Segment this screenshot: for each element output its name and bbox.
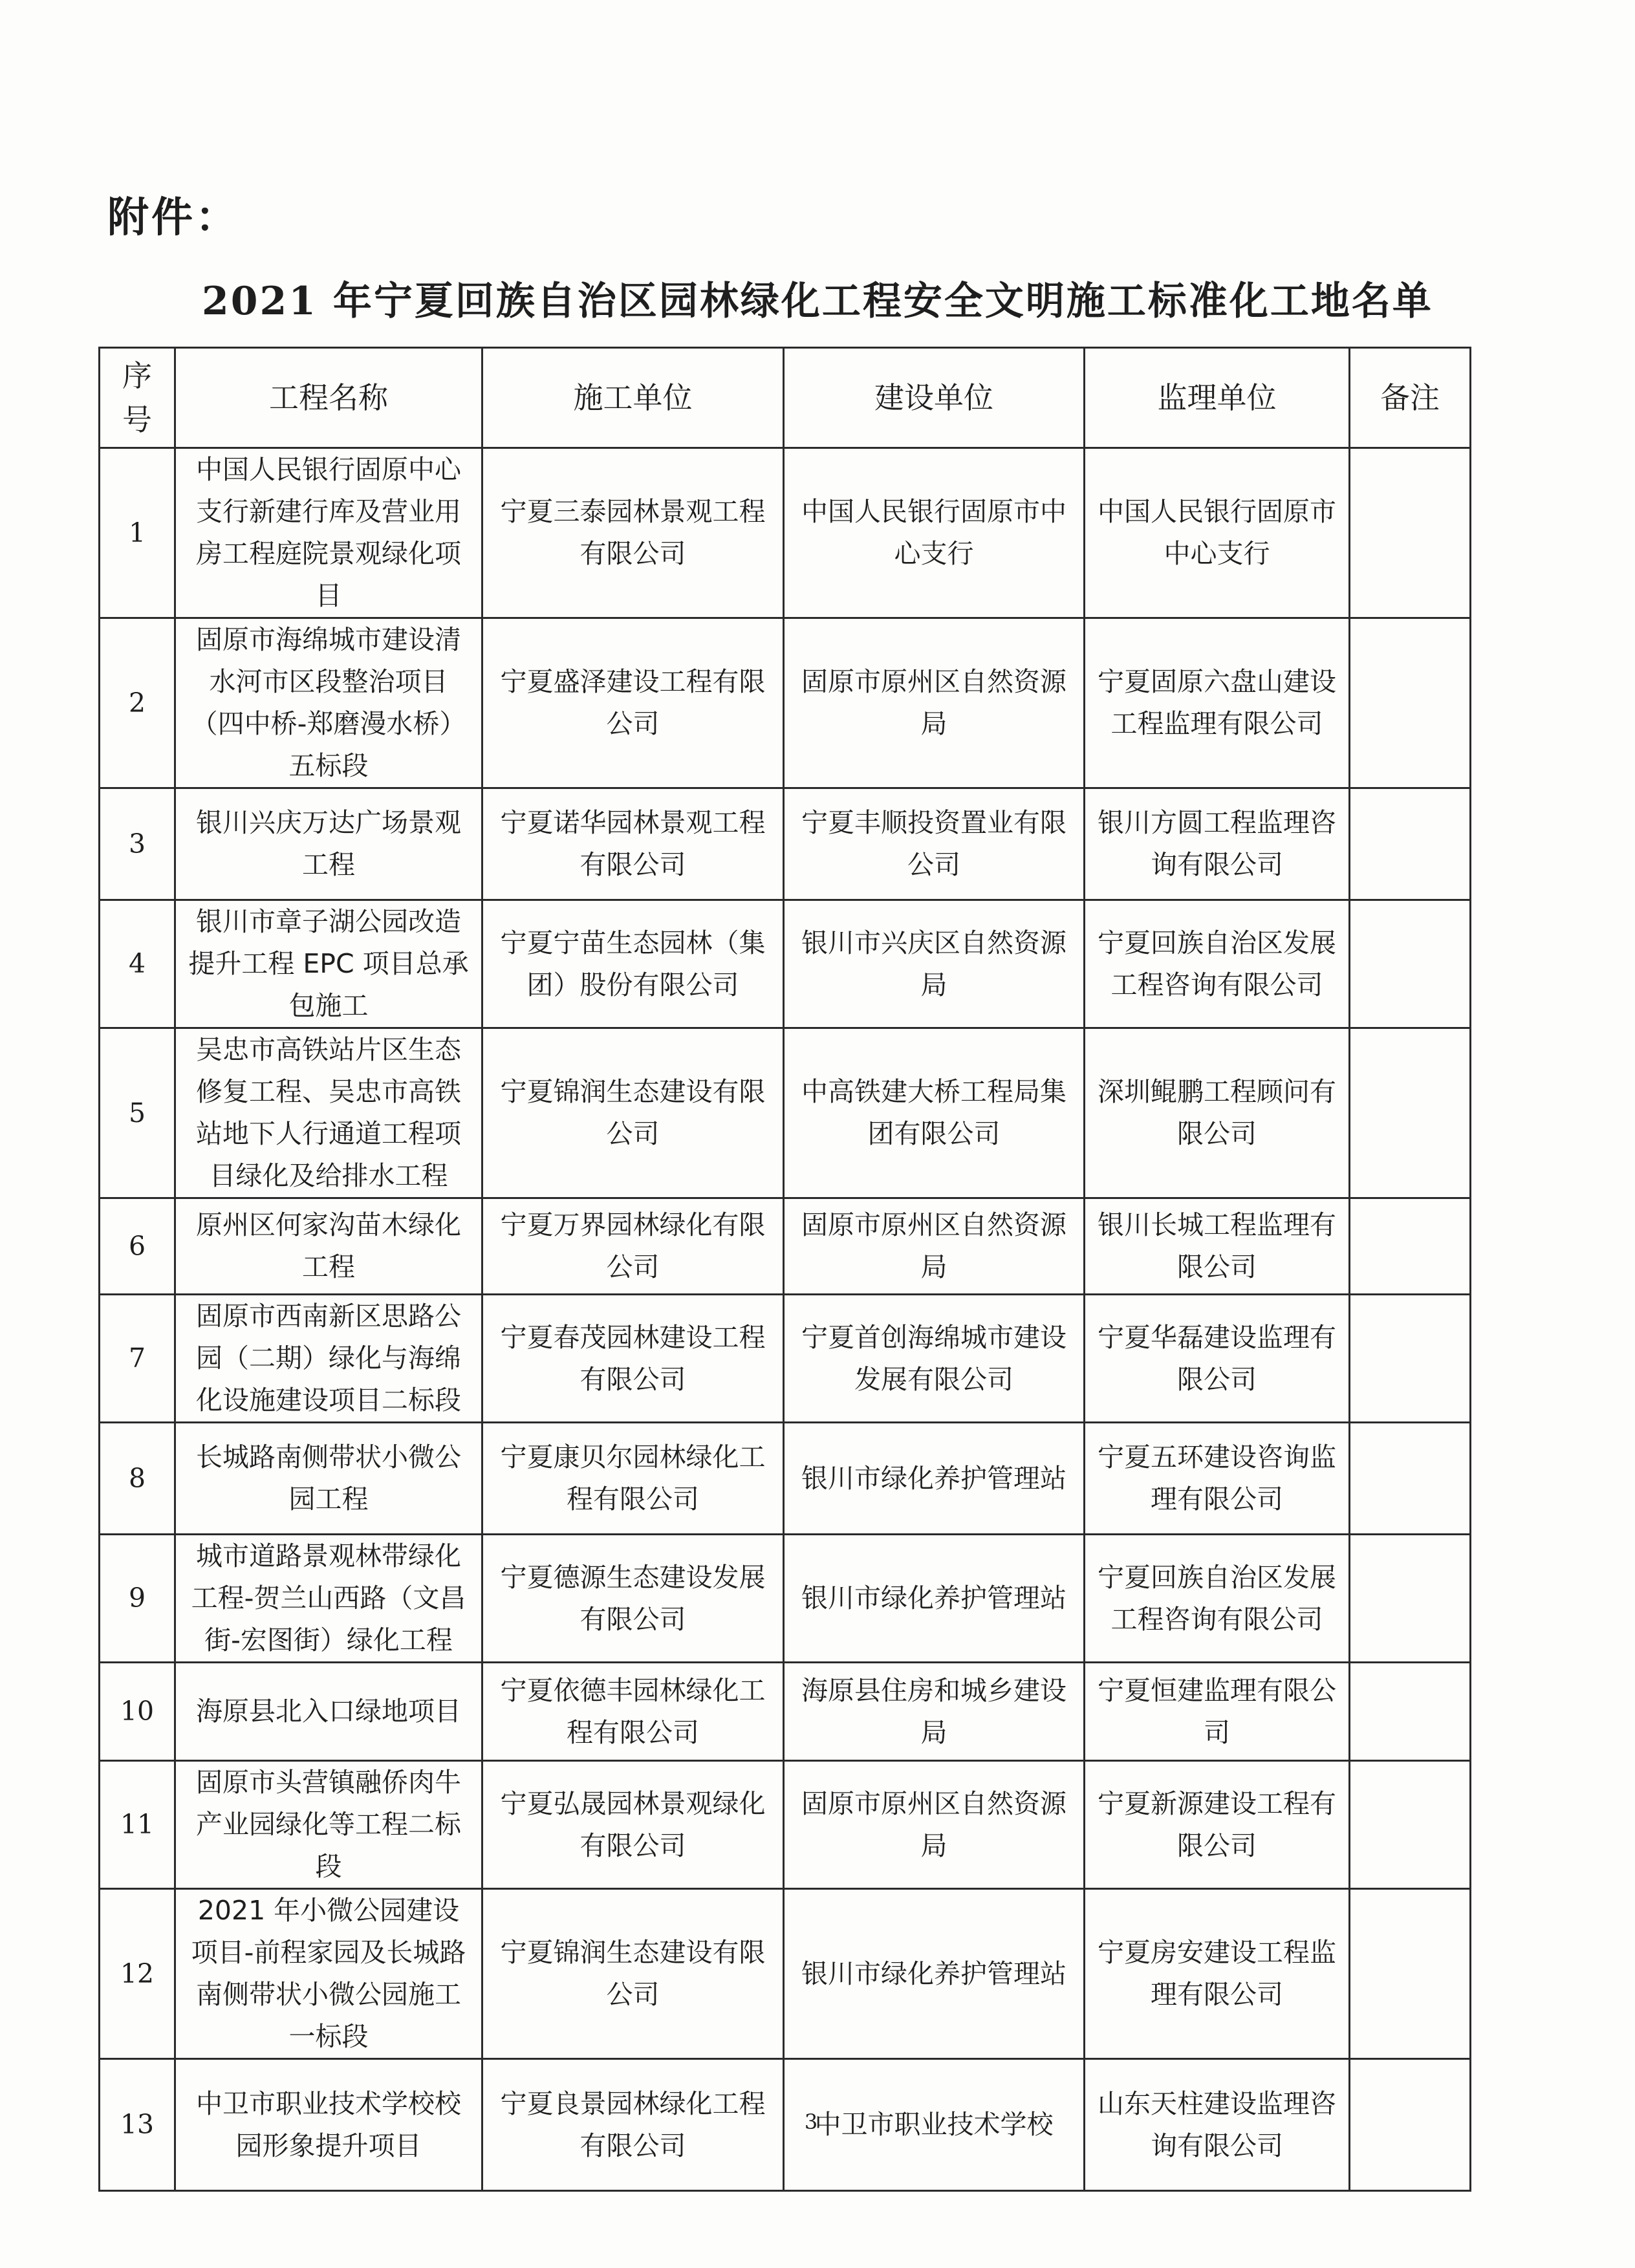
- table-row: [100, 618, 1471, 788]
- cell-contractor: 宁夏宁苗生态园林（集团）股份有限公司: [482, 900, 784, 1028]
- cell-project: 长城路南侧带状小微公园工程: [175, 1423, 482, 1535]
- cell-project: 固原市海绵城市建设清水河市区段整治项目（四中桥-郑磨漫水桥）五标段: [175, 618, 482, 788]
- header-no: 序号: [100, 348, 175, 448]
- cell-no: 8: [100, 1423, 175, 1535]
- cell-supervisor: 宁夏新源建设工程有限公司: [1085, 1761, 1350, 1889]
- table-row: [100, 1423, 1471, 1535]
- cell-project: 城市道路景观林带绿化工程-贺兰山西路（文昌街-宏图街）绿化工程: [175, 1535, 482, 1663]
- cell-remarks: [1350, 1198, 1471, 1295]
- table-body: [100, 448, 1471, 2191]
- project-list-table: [98, 347, 1471, 2192]
- cell-no: 7: [100, 1295, 175, 1423]
- table-row: [100, 1295, 1471, 1423]
- header-supervisor: 监理单位: [1085, 348, 1350, 448]
- cell-project: 海原县北入口绿地项目: [175, 1663, 482, 1761]
- cell-owner: 中卫市职业技术学校: [784, 2059, 1085, 2191]
- cell-contractor: 宁夏万界园林绿化有限公司: [482, 1198, 784, 1295]
- cell-owner: 宁夏首创海绵城市建设发展有限公司: [784, 1295, 1085, 1423]
- cell-no: 4: [100, 900, 175, 1028]
- cell-contractor: 宁夏春茂园林建设工程有限公司: [482, 1295, 784, 1423]
- table-row: [100, 448, 1471, 618]
- cell-owner: 银川市绿化养护管理站: [784, 1423, 1085, 1535]
- cell-no: 12: [100, 1889, 175, 2059]
- header-owner: 建设单位: [784, 348, 1085, 448]
- cell-project: 吴忠市高铁站片区生态修复工程、吴忠市高铁站地下人行通道工程项目绿化及给排水工程: [175, 1028, 482, 1198]
- cell-no: 9: [100, 1535, 175, 1663]
- attachment-label: 附件：: [107, 194, 239, 242]
- cell-no: 11: [100, 1761, 175, 1889]
- cell-project: 中卫市职业技术学校校园形象提升项目: [175, 2059, 482, 2191]
- cell-supervisor: 银川长城工程监理有限公司: [1085, 1198, 1350, 1295]
- cell-supervisor: 银川方圆工程监理咨询有限公司: [1085, 788, 1350, 900]
- cell-no: 6: [100, 1198, 175, 1295]
- table-header-row: [100, 348, 1471, 448]
- cell-supervisor: 宁夏回族自治区发展工程咨询有限公司: [1085, 900, 1350, 1028]
- cell-remarks: [1350, 788, 1471, 900]
- cell-owner: 固原市原州区自然资源局: [784, 1198, 1085, 1295]
- cell-supervisor: 宁夏房安建设工程监理有限公司: [1085, 1889, 1350, 2059]
- cell-contractor: 宁夏锦润生态建设有限公司: [482, 1028, 784, 1198]
- cell-no: 1: [100, 448, 175, 618]
- table-row: [100, 1198, 1471, 1295]
- cell-contractor: 宁夏弘晟园林景观绿化有限公司: [482, 1761, 784, 1889]
- cell-no: 10: [100, 1663, 175, 1761]
- cell-remarks: [1350, 618, 1471, 788]
- cell-project: 中国人民银行固原中心支行新建行库及营业用房工程庭院景观绿化项目: [175, 448, 482, 618]
- table-row: [100, 900, 1471, 1028]
- cell-no: 5: [100, 1028, 175, 1198]
- cell-project: 银川兴庆万达广场景观工程: [175, 788, 482, 900]
- cell-remarks: [1350, 1295, 1471, 1423]
- cell-no: 2: [100, 618, 175, 788]
- cell-project: 银川市章子湖公园改造提升工程 EPC 项目总承包施工: [175, 900, 482, 1028]
- cell-remarks: [1350, 2059, 1471, 2191]
- cell-remarks: [1350, 1761, 1471, 1889]
- header-contractor: 施工单位: [482, 348, 784, 448]
- cell-remarks: [1350, 1535, 1471, 1663]
- cell-supervisor: 宁夏五环建设咨询监理有限公司: [1085, 1423, 1350, 1535]
- cell-contractor: 宁夏锦润生态建设有限公司: [482, 1889, 784, 2059]
- cell-owner: 宁夏丰顺投资置业有限公司: [784, 788, 1085, 900]
- cell-project: 固原市头营镇融侨肉牛产业园绿化等工程二标段: [175, 1761, 482, 1889]
- table-row: [100, 2059, 1471, 2191]
- cell-supervisor: 宁夏华磊建设监理有限公司: [1085, 1295, 1350, 1423]
- cell-remarks: [1350, 1889, 1471, 2059]
- table-row: [100, 1889, 1471, 2059]
- cell-no: 3: [100, 788, 175, 900]
- cell-owner: 银川市兴庆区自然资源局: [784, 900, 1085, 1028]
- cell-no: 13: [100, 2059, 175, 2191]
- cell-owner: 银川市绿化养护管理站: [784, 1535, 1085, 1663]
- cell-remarks: [1350, 900, 1471, 1028]
- table-row: [100, 1535, 1471, 1663]
- table-row: [100, 1028, 1471, 1198]
- cell-supervisor: 宁夏恒建监理有限公司: [1085, 1663, 1350, 1761]
- cell-project: 原州区何家沟苗木绿化工程: [175, 1198, 482, 1295]
- cell-supervisor: 宁夏回族自治区发展工程咨询有限公司: [1085, 1535, 1350, 1663]
- cell-owner: 海原县住房和城乡建设局: [784, 1663, 1085, 1761]
- cell-owner: 固原市原州区自然资源局: [784, 618, 1085, 788]
- cell-remarks: [1350, 1423, 1471, 1535]
- cell-supervisor: 山东天柱建设监理咨询有限公司: [1085, 2059, 1350, 2191]
- cell-owner: 中国人民银行固原市中心支行: [784, 448, 1085, 618]
- cell-project: 2021 年小微公园建设项目-前程家园及长城路南侧带状小微公园施工一标段: [175, 1889, 482, 2059]
- cell-remarks: [1350, 1663, 1471, 1761]
- document-title: 2021 年宁夏回族自治区园林绿化工程安全文明施工标准化工地名单: [202, 279, 1433, 324]
- table-row: [100, 1663, 1471, 1761]
- cell-remarks: [1350, 1028, 1471, 1198]
- cell-supervisor: 中国人民银行固原市中心支行: [1085, 448, 1350, 618]
- cell-owner: 固原市原州区自然资源局: [784, 1761, 1085, 1889]
- cell-project: 固原市西南新区思路公园（二期）绿化与海绵化设施建设项目二标段: [175, 1295, 482, 1423]
- page-number: 3: [804, 2110, 818, 2134]
- cell-supervisor: 宁夏固原六盘山建设工程监理有限公司: [1085, 618, 1350, 788]
- cell-contractor: 宁夏诺华园林景观工程有限公司: [482, 788, 784, 900]
- cell-contractor: 宁夏德源生态建设发展有限公司: [482, 1535, 784, 1663]
- cell-contractor: 宁夏三泰园林景观工程有限公司: [482, 448, 784, 618]
- cell-contractor: 宁夏康贝尔园林绿化工程有限公司: [482, 1423, 784, 1535]
- cell-remarks: [1350, 448, 1471, 618]
- cell-owner: 银川市绿化养护管理站: [784, 1889, 1085, 2059]
- cell-contractor: 宁夏良景园林绿化工程有限公司: [482, 2059, 784, 2191]
- table-row: [100, 788, 1471, 900]
- cell-supervisor: 深圳鲲鹏工程顾问有限公司: [1085, 1028, 1350, 1198]
- header-remarks: 备注: [1350, 348, 1471, 448]
- cell-contractor: 宁夏依德丰园林绿化工程有限公司: [482, 1663, 784, 1761]
- table-row: [100, 1761, 1471, 1889]
- header-project: 工程名称: [175, 348, 482, 448]
- cell-owner: 中高铁建大桥工程局集团有限公司: [784, 1028, 1085, 1198]
- cell-contractor: 宁夏盛泽建设工程有限公司: [482, 618, 784, 788]
